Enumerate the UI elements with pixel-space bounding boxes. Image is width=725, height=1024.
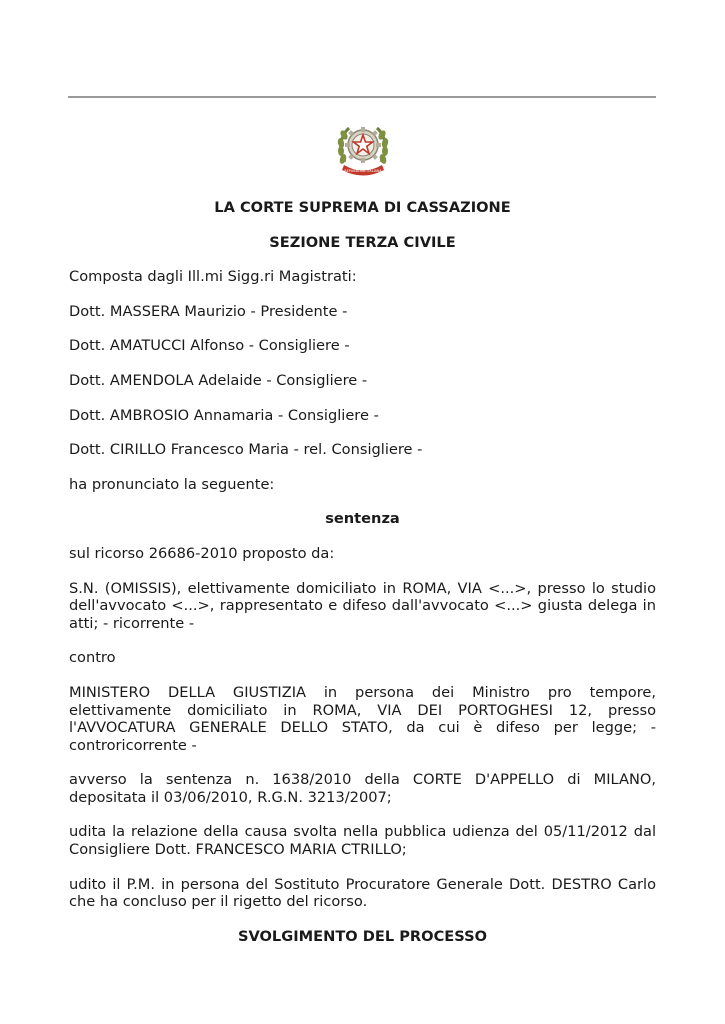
appeal-line: sul ricorso 26686-2010 proposto da: [69,544,335,562]
judge-line: Dott. AMBROSIO Annamaria - Consigliere - [69,406,379,424]
court-title: LA CORTE SUPREMA DI CASSAZIONE [214,199,511,216]
judge-line: Dott. CIRILLO Francesco Maria - rel. Consigliere - [69,441,423,459]
appellant-paragraph: S.N. (OMISSIS), elettivamente domiciliato in ROMA, VIA <...>, presso lo studio dell'avvocato <...>, rappresentato e difeso dall'avvocato <...> giusta delega in atti; - ricorrente - [69,579,656,632]
judge-line: Dott. MASSERA Maurizio - Presidente - [69,302,348,320]
document-body [69,199,656,962]
against-line: contro [69,649,116,667]
section-heading: SVOLGIMENTO DEL PROCESSO [237,927,488,945]
prosecutor-paragraph: udito il P.M. in persona del Sostituto Procuratore Generale Dott. DESTRO Carlo che ha concluso per il rigetto del ricorso. [69,875,656,911]
respondent-paragraph: MINISTERO DELLA GIUSTIZIA in persona dei Ministro pro tempore, elettivamente domiciliato in ROMA, VIA DEI PORTOGHESI 12, presso l'AVVOCATURA GENERALE DELLO STATO, da cui è difeso per legge; - controricorrente - [69,683,656,754]
judge-line: Dott. AMENDOLA Adelaide - Consigliere - [69,371,368,389]
header-rule [68,96,656,98]
section-title: SEZIONE TERZA CIVILE [269,233,456,251]
emblem-ribbon-text: REPUBBLICA ITALIANA [344,169,382,173]
composition-intro: Composta dagli Ill.mi Sigg.ri Magistrati: [69,268,357,286]
italian-republic-emblem-icon [332,118,394,180]
against-ruling-paragraph: avverso la sentenza n. 1638/2010 della CORTE D'APPELLO di MILANO, depositata il 03/06/2010, R.G.N. 3213/2007; [69,771,656,806]
ruling-title: sentenza [325,510,400,528]
pronounced-line: ha pronunciato la seguente: [69,475,275,493]
judge-line: Dott. AMATUCCI Alfonso - Consigliere - [69,337,350,355]
hearing-paragraph: udita la relazione della causa svolta nella pubblica udienza del 05/11/2012 dal Consigliere Dott. FRANCESCO MARIA CTRILLO; [69,823,656,859]
